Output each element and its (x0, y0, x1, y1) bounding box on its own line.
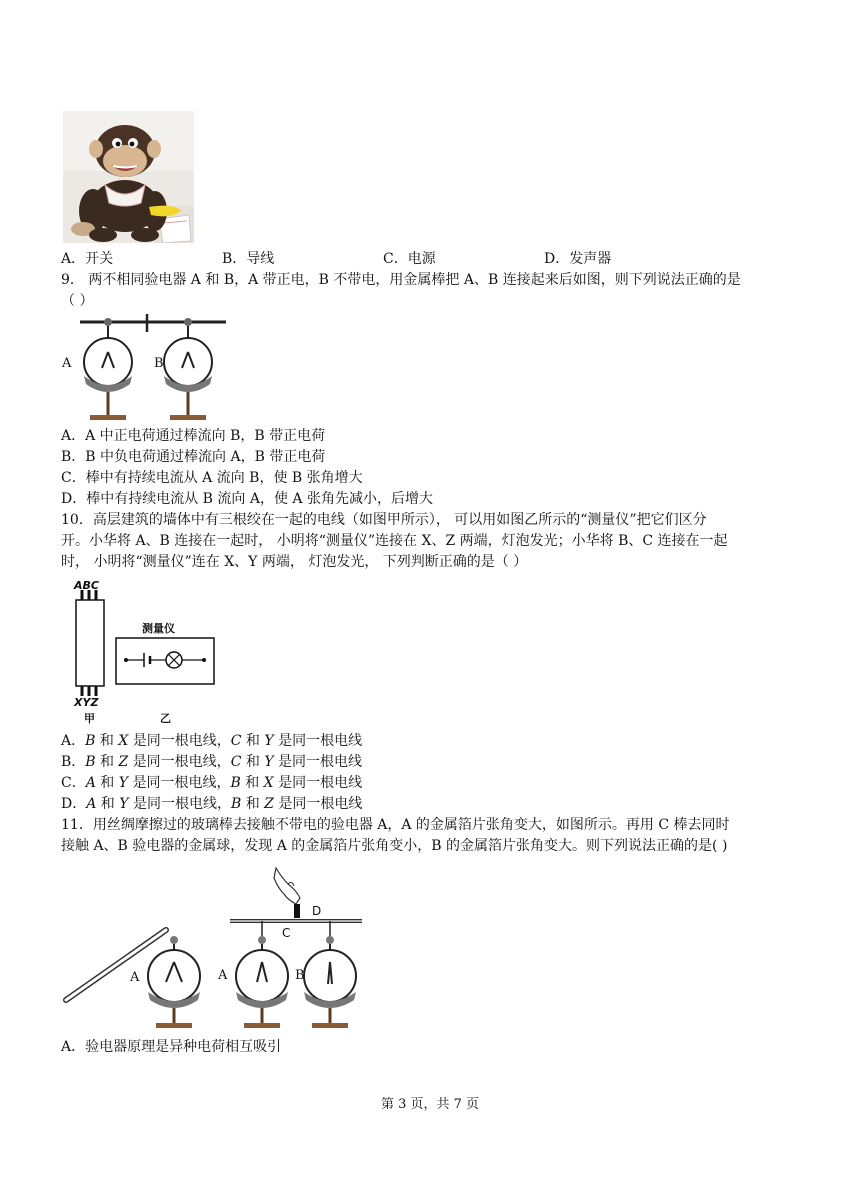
question-10-stem-1: 10．高层建筑的墙体中有三根绞在一起的电线（如图甲所示）， 可以用如图乙所示的“测量仪”把它们区分 (61, 512, 707, 528)
option-c: C．电源 (383, 251, 436, 267)
electroscope-b (164, 318, 212, 420)
question-9-answer-blank: （ ） (61, 293, 94, 309)
q11-option-a: A．验电器原理是异种电荷相互吸引 (61, 1039, 282, 1055)
glass-rod-electroscope-diagram (62, 864, 372, 1034)
meter-title: 测量仪 (142, 622, 175, 635)
monkey-toy-image (63, 111, 194, 243)
wire-bottom-labels: XYZ (74, 696, 99, 709)
label-d: D (312, 904, 322, 918)
hand-holding-rod (274, 868, 300, 918)
q10-option-c: C．A 和 Y 是同一根电线，B 和 X 是同一根电线 (61, 775, 363, 791)
q9-option-d: D．棒中有持续电流从 B 流向 A，使 A 张角先减小，后增大 (61, 491, 433, 507)
option-d: D．发声器 (544, 251, 612, 267)
question-11-stem-1: 11．用丝绸摩擦过的玻璃棒去接触不带电的验电器 A，A 的金属箔片张角变大，如图所示。再用 C 棒去同时 (61, 817, 730, 833)
label-a-left: A (130, 970, 140, 985)
q10-option-a: A．B 和 X 是同一根电线，C 和 Y 是同一根电线 (61, 733, 363, 749)
option-a: A．开关 (61, 251, 114, 267)
q10-option-b: B．B 和 Z 是同一根电线，C 和 Y 是同一根电线 (61, 754, 363, 770)
electroscope-b (304, 921, 356, 1028)
question-9-stem: 9． 两不相同验电器 A 和 B，A 带正电，B 不带电，用金属棒把 A、B 连接起来后如图，则下列说法正确的是 (61, 272, 741, 288)
question-10-stem-2: 开。小华将 A、B 连接在一起时， 小明将“测量仪”连接在 X、Z 两端，灯泡发光；小华将 B、C 连接在一起 (61, 533, 728, 549)
option-b: B．导线 (222, 251, 275, 267)
label-b: B (295, 968, 305, 983)
wire-bundle (76, 590, 104, 696)
figure-jia-label: 甲 (84, 712, 95, 725)
electroscope-a (236, 921, 291, 1028)
figure-yi-label: 乙 (160, 712, 171, 725)
label-c: C (282, 926, 291, 940)
page-footer: 第 3 页，共 7 页 (380, 1097, 480, 1112)
q10-option-d: D．A 和 Y 是同一根电线，B 和 Z 是同一根电线 (61, 796, 363, 812)
label-b: B (154, 356, 164, 371)
q9-option-b: B．B 中负电荷通过棒流向 A，B 带正电荷 (61, 449, 326, 465)
label-a: A (218, 968, 228, 983)
q9-option-c: C．棒中有持续电流从 A 流向 B，使 B 张角增大 (61, 470, 363, 486)
question-10-stem-3: 时， 小明将“测量仪”连在 X、Y 两端， 灯泡发光， 下列判断正确的是（ ） (61, 554, 528, 570)
wire-tester-diagram (70, 578, 220, 730)
q9-option-a: A．A 中正电荷通过棒流向 B，B 带正电荷 (61, 428, 326, 444)
question-11-stem-2: 接触 A、B 验电器的金属球，发现 A 的金属箔片张角变小，B 的金属箔片张角变大。则下列说法正确的是( ) (61, 838, 728, 854)
electroscope-a (84, 318, 132, 420)
measuring-instrument (116, 638, 214, 684)
electroscope-diagram (60, 312, 230, 426)
wire-top-labels: ABC (74, 579, 99, 592)
label-a: A (62, 356, 72, 371)
electroscope-left (148, 936, 200, 1028)
